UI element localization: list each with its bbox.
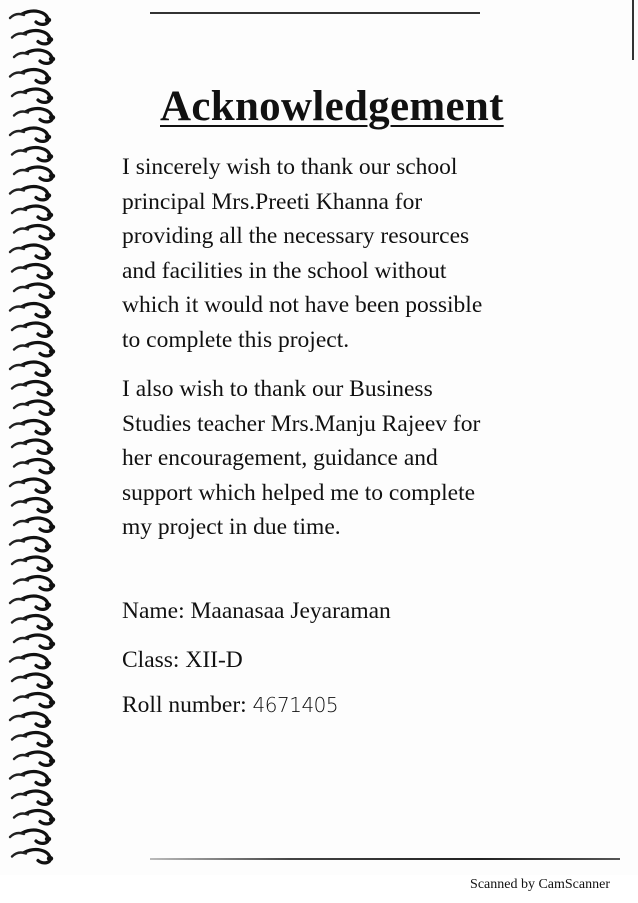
paragraph-line: my project in due time.: [122, 514, 341, 540]
spiral-coil: [10, 655, 51, 668]
paragraph-line: and facilities in the school without: [122, 257, 447, 284]
scanner-watermark: Scanned by CamScanner: [470, 877, 610, 892]
spiral-coil: [10, 128, 51, 141]
spiral-coil: [14, 401, 55, 414]
spiral-binding: [0, 0, 70, 875]
spiral-coil: [12, 733, 53, 746]
spiral-coil: [10, 479, 51, 492]
spiral-coil: [10, 538, 51, 551]
spiral-coil: [14, 460, 55, 473]
spiral-coil: [14, 167, 55, 180]
paragraph-line: I also wish to thank our Business: [122, 376, 433, 402]
spiral-coil: [10, 421, 51, 434]
spiral-coil: [12, 89, 53, 102]
page-top-edge: [150, 12, 480, 14]
spiral-coil: [12, 31, 53, 44]
spiral-coil: [12, 440, 53, 453]
spiral-coil: [14, 226, 55, 239]
spiral-coil: [10, 11, 51, 24]
spiral-coil: [12, 674, 53, 687]
spiral-coil: [12, 323, 53, 336]
paragraph-line: I sincerely wish to thank our school: [122, 154, 458, 180]
spiral-coil: [10, 245, 51, 258]
spiral-coil: [12, 206, 53, 219]
spiral-coil: [10, 187, 51, 200]
spiral-coil: [14, 343, 55, 356]
paragraph-line: to complete this project.: [122, 326, 350, 353]
page-right-edge: [632, 0, 634, 60]
spiral-coil: [10, 713, 51, 726]
spiral-coil: [12, 791, 53, 804]
spiral-coil: [10, 830, 51, 843]
student-name-field: [122, 598, 391, 625]
spiral-coil: [10, 772, 51, 785]
spiral-coil: [12, 557, 53, 570]
spiral-coil: [10, 70, 51, 83]
roll-value-handwritten: 4671405: [252, 693, 339, 717]
spiral-coil: [10, 596, 51, 609]
class-label: Class:: [122, 647, 180, 673]
spiral-coil: [14, 284, 55, 297]
spiral-coil: [14, 577, 55, 590]
paragraph-line: which it would not have been possible: [122, 292, 483, 318]
roll-number-field: [122, 692, 338, 719]
paragraph-line: support which helped me to complete: [122, 479, 476, 506]
spiral-coil: [12, 382, 53, 395]
paragraph-line: principal Mrs.Preeti Khanna for: [122, 188, 423, 215]
paragraph-line: Studies teacher Mrs.Manju Rajeev for: [122, 410, 481, 437]
spiral-coil: [14, 694, 55, 707]
paragraph-line: her encouragement, guidance and: [122, 445, 438, 471]
paragraph-teacher-thanks: [122, 372, 552, 545]
spiral-coil: [14, 635, 55, 648]
spiral-coil: [12, 850, 53, 863]
page-title: Acknowledgement: [160, 83, 504, 130]
roll-label: Roll number:: [122, 692, 247, 718]
class-value: XII-D: [185, 647, 243, 673]
spiral-coil: [10, 304, 51, 317]
spiral-coil: [14, 109, 55, 122]
spiral-coil: [14, 752, 55, 765]
spiral-coil: [14, 811, 55, 824]
spiral-coil: [14, 50, 55, 63]
paragraph-principal-thanks: [122, 150, 552, 357]
student-class-field: [122, 647, 243, 674]
spiral-coil: [12, 616, 53, 629]
page-bottom-edge: [150, 858, 620, 860]
name-value: Maanasaa Jeyaraman: [190, 598, 391, 624]
paragraph-line: providing all the necessary resources: [122, 223, 470, 249]
spiral-coil: [12, 148, 53, 161]
spiral-coil: [14, 518, 55, 531]
spiral-coil: [10, 362, 51, 375]
name-label: Name:: [122, 598, 185, 624]
spiral-coil: [12, 499, 53, 512]
spiral-coil: [12, 265, 53, 278]
